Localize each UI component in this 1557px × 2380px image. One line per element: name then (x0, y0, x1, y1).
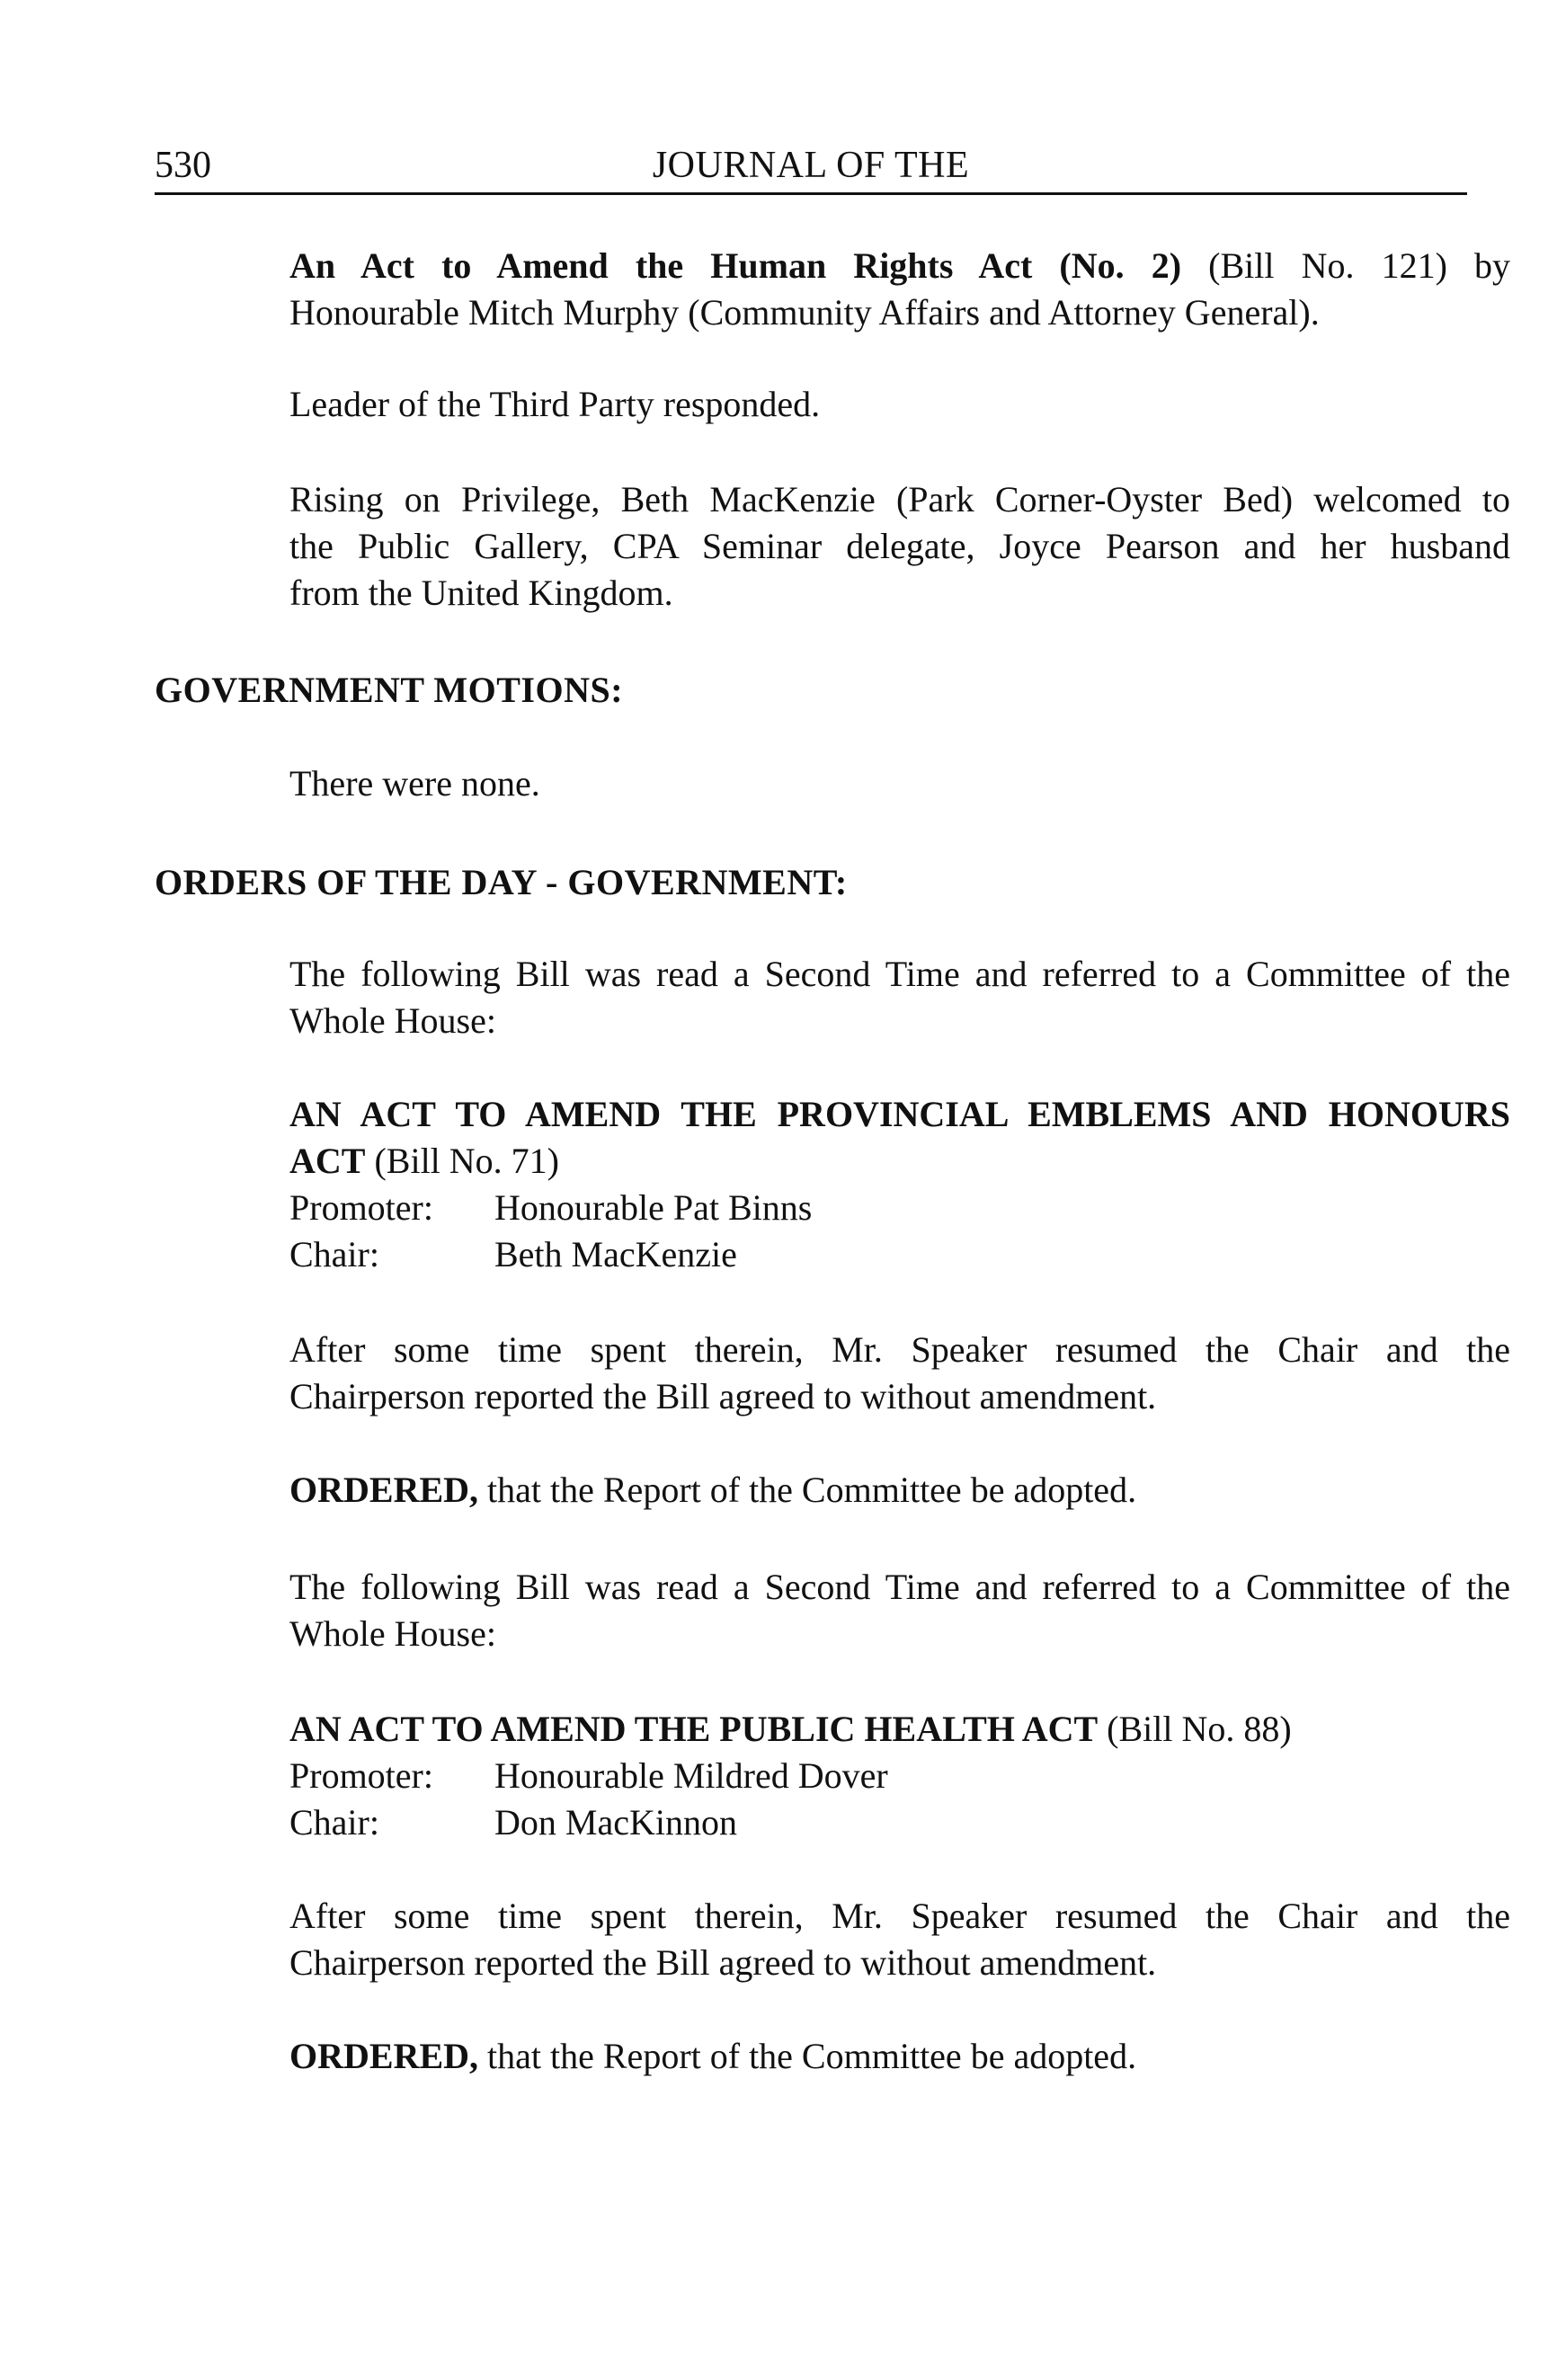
bill-2-chair-row (289, 1799, 1510, 1846)
bill-2-title-line (289, 1706, 1510, 1753)
government-motions-heading: GOVERNMENT MOTIONS: (155, 670, 624, 710)
bill-1-promoter-label: Promoter: (289, 1187, 433, 1228)
bill-1-promoter: Honourable Pat Binns (494, 1187, 813, 1228)
journal-title: JOURNAL OF THE (652, 145, 970, 186)
bill-1-ordered-text: that the Report of the Committee be adopted. (478, 1470, 1137, 1510)
government-motions-text (289, 760, 1510, 807)
bill-2-ordered-keyword: ORDERED, (289, 2036, 479, 2076)
page-number: 530 (155, 145, 211, 186)
bill-2-referral-line-2: Whole House: (289, 1613, 496, 1654)
bill-2-referral-line-1: The following Bill was read a Second Time and referred to a Committee of the (289, 1567, 1510, 1607)
bill-2-chair: Don MacKinnon (494, 1802, 737, 1843)
response-text: Leader of the Third Party responded. (289, 384, 821, 424)
bill-2-details (289, 1706, 1510, 1846)
bill-2-report-line-1: After some time spent therein, Mr. Speaker resumed the Chair and the (289, 1896, 1510, 1936)
privilege-line-2: the Public Gallery, CPA Seminar delegate, Joyce Pearson and her husband (289, 526, 1510, 566)
government-motions-none: There were none. (289, 763, 540, 804)
bill-1-number: (Bill No. 71) (365, 1141, 559, 1181)
intro-bill-number: (Bill No. 121) by (1181, 245, 1511, 286)
bill-1-referral-line-1: The following Bill was read a Second Time and referred to a Committee of the (289, 954, 1510, 994)
bill-2-promoter-row (289, 1753, 1510, 1799)
privilege-line-1: Rising on Privilege, Beth MacKenzie (Park Corner-Oyster Bed) welcomed to (289, 479, 1510, 520)
intro-bill-paragraph (289, 243, 1510, 336)
intro-bill-sponsor: Honourable Mitch Murphy (Community Affairs and Attorney General). (289, 292, 1320, 333)
intro-bill-line-1 (289, 243, 1510, 289)
bill-2-ordered-text: that the Report of the Committee be adopted. (478, 2036, 1137, 2076)
bill-2-report (289, 1893, 1510, 1986)
privilege-line-3: from the United Kingdom. (289, 573, 673, 613)
bill-2-report-line-2: Chairperson reported the Bill agreed to without amendment. (289, 1942, 1157, 1983)
bill-1-title-line-1: AN ACT TO AMEND THE PROVINCIAL EMBLEMS AND HONOURS (289, 1094, 1510, 1134)
bill-1-referral (289, 951, 1510, 1044)
running-header (155, 142, 1467, 195)
bill-1-report (289, 1327, 1510, 1420)
bill-1-report-line-1: After some time spent therein, Mr. Speaker resumed the Chair and the (289, 1329, 1510, 1370)
bill-1-title-line-2 (289, 1138, 1510, 1185)
bill-1-report-line-2: Chairperson reported the Bill agreed to without amendment. (289, 1376, 1157, 1416)
bill-2-referral (289, 1564, 1510, 1657)
bill-2-title: AN ACT TO AMEND THE PUBLIC HEALTH ACT (289, 1709, 1099, 1749)
bill-1-ordered-line (289, 1467, 1510, 1514)
bill-2-number: (Bill No. 88) (1098, 1709, 1292, 1749)
privilege-paragraph (289, 476, 1510, 617)
bill-2-ordered-line (289, 2033, 1510, 2080)
orders-of-day-heading: ORDERS OF THE DAY - GOVERNMENT: (155, 862, 848, 902)
bill-1-promoter-row (289, 1185, 1510, 1231)
bill-1-ordered (289, 1467, 1510, 1514)
bill-1-referral-line-2: Whole House: (289, 1000, 496, 1041)
bill-1-chair: Beth MacKenzie (494, 1234, 737, 1274)
bill-2-ordered (289, 2033, 1510, 2080)
bill-2-promoter-label: Promoter: (289, 1755, 433, 1796)
bill-1-chair-label: Chair: (289, 1234, 379, 1274)
bill-1-chair-row (289, 1231, 1510, 1278)
bill-1-title-act: ACT (289, 1141, 366, 1181)
bill-2-promoter: Honourable Mildred Dover (494, 1755, 888, 1796)
bill-1-ordered-keyword: ORDERED, (289, 1470, 479, 1510)
response-paragraph (289, 381, 1510, 428)
bill-1-details (289, 1091, 1510, 1278)
intro-bill-title: An Act to Amend the Human Rights Act (No. 2) (289, 245, 1182, 286)
bill-2-chair-label: Chair: (289, 1802, 379, 1843)
